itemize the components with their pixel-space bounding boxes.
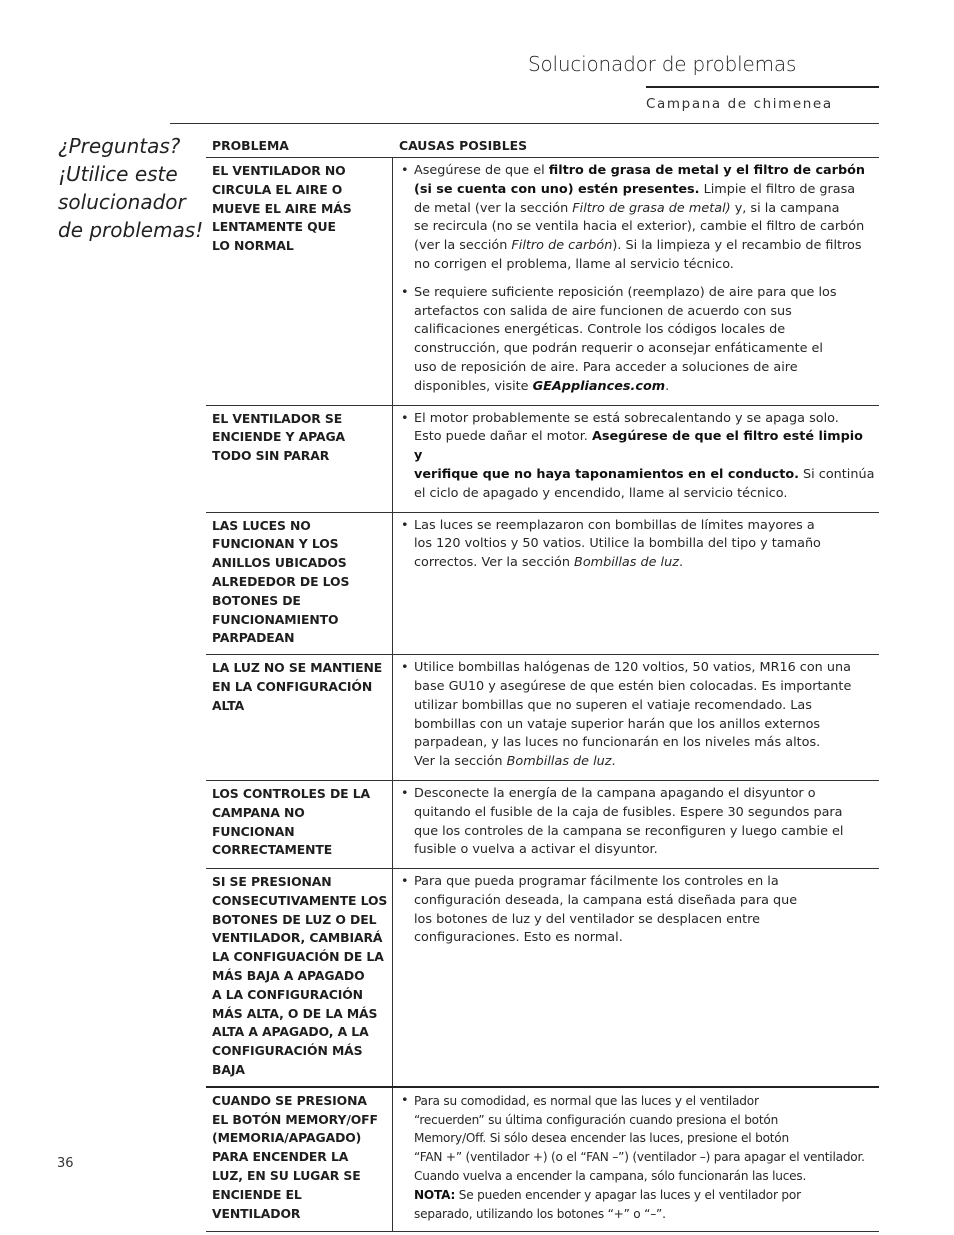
table-header: [206, 134, 879, 158]
cause-item: [401, 659, 875, 772]
text-segment: Bombillas de luz: [574, 555, 679, 571]
problem-cell: SI SE PRESIONAN CONSECUTIVAMENTE LOS BOTONES DE LUZ O DEL VENTILADOR, CAMBIARÁ LA CONFIGUACIÓN DE LA MÁS BAJA A APAGADO A LA CONFIGURACIÓN MÁS ALTA, O DE LA MÁS ALTA A APAGADO, A LA CONFIGURACIÓN MÁS BAJA: [206, 869, 393, 1086]
problem-cell: EL VENTILADOR NO CIRCULA EL AIRE O MUEVE EL AIRE MÁS LENTAMENTE QUE LO NORMAL: [206, 158, 393, 405]
sidebar-heading: [58, 132, 208, 244]
text-segment: Asegúrese de que el filtro esté limpio y verifique que no haya taponamientos en el conducto.: [414, 429, 863, 482]
text-segment: Utilice bombillas halógenas de 120 voltios, 50 vatios, MR16 con una base GU10 y asegúrese de que estén bien colocadas. Es importante utilizar bombillas que no superen el vatiaje recomendado. Las bombillas con un vataje superior harán que los anillos externos parpadean, y las luces no funcionarán en los niveles más altos. Ver la sección: [414, 660, 852, 770]
causes-cell: [393, 781, 879, 868]
problem-cell: LAS LUCES NO FUNCIONAN Y LOS ANILLOS UBICADOS ALREDEDOR DE LOS BOTONES DE FUNCIONAMIENTO PARPADEAN: [206, 513, 393, 655]
problem-cell: CUANDO SE PRESIONA EL BOTÓN MEMORY/OFF (MEMORIA/APAGADO) PARA ENCENDER LA LUZ, EN SU LUGAR SE ENCIENDE EL VENTILADOR: [206, 1088, 393, 1232]
bullet-icon: •: [401, 660, 409, 676]
cause-text: [414, 659, 875, 772]
text-segment: .: [665, 378, 670, 394]
page-title: Solucionador de problemas: [528, 52, 797, 76]
bullet-icon: •: [401, 163, 409, 178]
text-segment: Filtro de grasa de metal): [572, 200, 731, 216]
cause-item: [401, 517, 875, 573]
sidebar-line: solucionador: [58, 190, 186, 214]
causes-cell: [393, 158, 879, 405]
text-segment: filtro de grasa de metal y el filtro de carbón (si se cuenta con uno) estén presentes.: [414, 163, 866, 197]
table-row: [206, 406, 879, 513]
problem-cell: LA LUZ NO SE MANTIENE EN LA CONFIGURACIÓN ALTA: [206, 655, 393, 780]
table-row: [206, 158, 879, 406]
sidebar-line: de problemas!: [58, 218, 204, 242]
text-segment: .: [611, 754, 616, 770]
cause-text: [414, 873, 875, 948]
cause-item: [401, 284, 875, 397]
text-segment: Si continúa el ciclo de apagado y encendido, llame al servicio técnico.: [414, 466, 875, 501]
bullet-icon: •: [401, 785, 409, 801]
text-segment: Las luces se reemplazaron con bombillas de límites mayores a los 120 voltios y 50 vatios. Utilice la bombilla del tipo y tamaño correctos. Ver la sección: [414, 517, 821, 571]
cause-text: [414, 410, 875, 504]
text-segment: Desconecte la energía de la campana apagando el disyuntor o quitando el fusible de la caja de fusibles. Espere 30 segundos para que los controles de la campana se reconfiguren y luego cambie el fusible o vuelva a activar el disyuntor.: [414, 785, 844, 858]
bullet-icon: •: [401, 1092, 409, 1108]
troubleshooting-table: [206, 134, 879, 1232]
text-segment: NOTA:: [414, 1187, 456, 1202]
text-segment: GEAppliances.com: [532, 378, 666, 394]
text-segment: Asegúrese de que el: [414, 163, 549, 178]
cause-item: [401, 162, 875, 275]
causes-cell: [393, 1088, 879, 1232]
bullet-icon: •: [401, 284, 409, 300]
text-segment: y, si la campana se recircula (no se ventila hacia el exterior), cambie el filtro de carbón (ver la sección: [414, 200, 865, 254]
cause-item: [401, 1092, 875, 1224]
bullet-icon: •: [401, 874, 409, 890]
text-segment: .: [678, 555, 684, 571]
causes-cell: [393, 406, 879, 512]
header-divider: [170, 123, 879, 124]
problem-cell: LOS CONTROLES DE LA CAMPANA NO FUNCIONAN CORRECTAMENTE: [206, 781, 393, 868]
text-segment: Limpie el filtro de grasa de metal (ver la sección: [414, 181, 856, 216]
text-segment: Bombillas de luz: [506, 754, 612, 770]
sidebar-line: ¡Utilice este: [58, 162, 178, 186]
causes-cell: [393, 655, 879, 780]
text-segment: ). Si la limpieza y el recambio de filtros no corrigen el problema, llame al servicio técnico.: [414, 238, 862, 272]
page-number: 36: [57, 1156, 74, 1171]
bullet-icon: •: [401, 517, 409, 533]
sidebar-line: ¿Preguntas?: [58, 134, 181, 158]
column-header-problem: PROBLEMA: [212, 138, 289, 153]
cause-text: [414, 1092, 875, 1224]
text-segment: Filtro de carbón: [511, 238, 613, 254]
header-rule: [646, 86, 879, 88]
cause-item: [401, 785, 875, 860]
section-subtitle: Campana de chimenea: [646, 96, 833, 112]
causes-cell: [393, 513, 879, 655]
table-row: [206, 655, 879, 781]
bullet-icon: •: [401, 410, 409, 426]
cause-item: [401, 410, 875, 504]
cause-text: [414, 517, 875, 573]
column-header-causes: CAUSAS POSIBLES: [399, 138, 527, 153]
table-row: [206, 513, 879, 656]
table-row: [206, 869, 879, 1088]
text-segment: Para que pueda programar fácilmente los controles en la configuración deseada, la campana está diseñada para que los botones de luz y del ventilador se desplacen entre configuraciones. Esto es normal.: [414, 874, 798, 946]
text-segment: Para su comodidad, es normal que las luces y el ventilador “recuerden” su última configuración cuando presiona el botón Memory/Off. Si sólo desea encender las luces, presione el botón “FAN +” (ventilador +) (o el “FAN –”) (ventilador –) para apagar el ventilador. Cuando vuelva a encender la campana, sólo funcionarán las luces.: [414, 1093, 865, 1184]
text-segment: El motor probablemente se está sobrecalentando y se apaga solo. Esto puede dañar el motor.: [414, 410, 839, 445]
causes-cell: [393, 869, 879, 1086]
cause-item: [401, 873, 875, 948]
cause-text: [414, 785, 875, 860]
table-row: [206, 1088, 879, 1233]
cause-text: [414, 162, 875, 275]
problem-cell: EL VENTILADOR SE ENCIENDE Y APAGA TODO SIN PARAR: [206, 406, 393, 512]
text-segment: Se requiere suficiente reposición (reemplazo) de aire para que los artefactos con salida de aire funcionen de acuerdo con sus calificaciones energéticas. Controle los códigos locales de construcción, que podrán requerir o aconsejar enfáticamente el uso de reposición de aire. Para acceder a soluciones de aire disponibles, visite: [414, 284, 837, 394]
cause-text: [414, 284, 875, 397]
table-row: [206, 781, 879, 869]
text-segment: Se pueden encender y apagar las luces y el ventilador por separado, utilizando los botones “+” o “–”.: [414, 1187, 801, 1221]
